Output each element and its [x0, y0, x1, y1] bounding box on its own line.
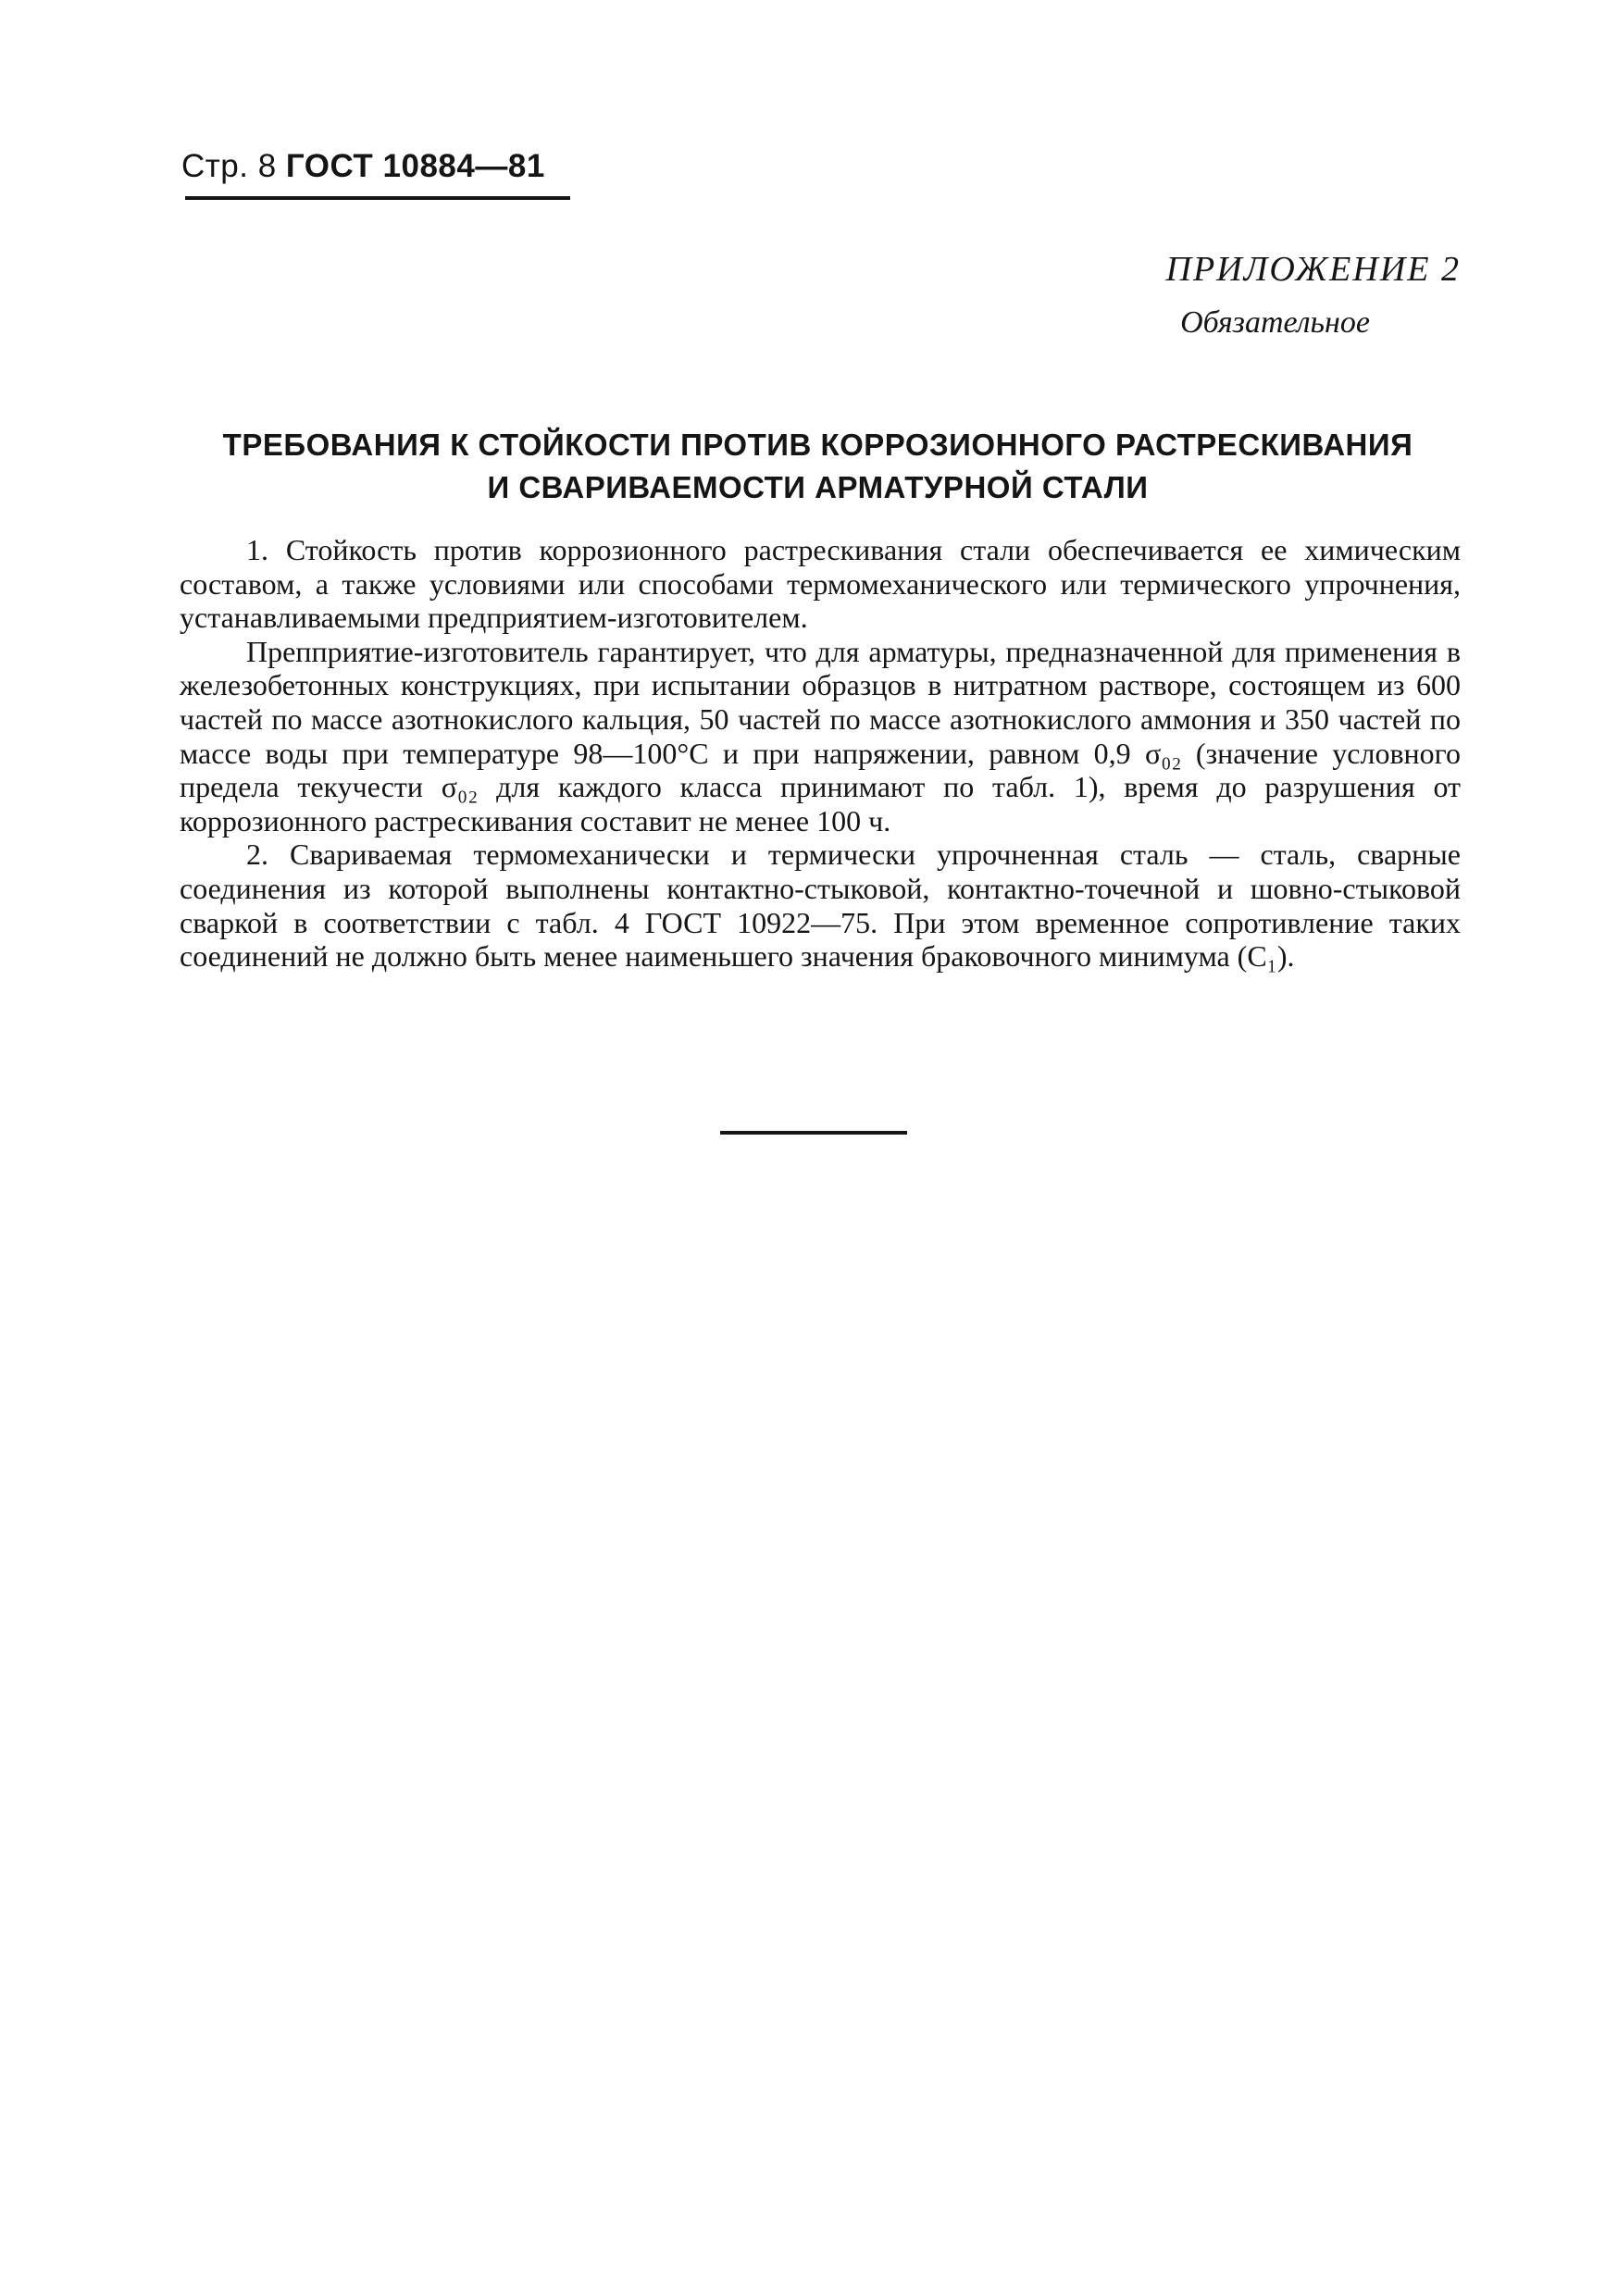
appendix-status: Обязательное — [1180, 305, 1370, 340]
document-title — [181, 424, 1454, 509]
appendix-block — [1166, 248, 1461, 344]
page-number: Стр. 8 — [181, 148, 277, 184]
paragraph-1: 1. Стойкость против коррозионного растрескивания стали обеспечивается ее химическим составом, а также условиями или способами термомеханического или термического упрочнения, устанавливаемыми предприятием-изготовителем. — [180, 533, 1461, 635]
page-header — [181, 148, 545, 185]
body-text — [180, 533, 1461, 974]
paragraph-3: 2. Свариваемая термомеханически и термически упрочненная сталь — сталь, сварные соединения из которой выполнены контактно-стыковой, контактно-точечной и шовно-стыковой сваркой в соответствии с табл. 4 ГОСТ 10922—75. При этом временное сопротивление таких соединений не должно быть менее наименьшего значения браковочного минимума (C₁). — [180, 838, 1461, 974]
paragraph-2: Препприятие-изготовитель гарантирует, что для арматуры, предназначенной для применения в железобетонных конструкциях, при испытании образцов в нитратном растворе, состоящем из 600 частей по массе азотнокислого кальция, 50 частей по массе азотнокислого аммония и 350 частей по массе воды при температуре 98—100°С и при напряжении, равном 0,9 σ₀₂ (значение условного предела текучести σ₀₂ для каждого класса принимают по табл. 1), время до разрушения от коррозионного растрескивания составит не менее 100 ч. — [180, 634, 1461, 838]
standard-number: ГОСТ 10884—81 — [285, 148, 545, 184]
appendix-title: ПРИЛОЖЕНИЕ 2 — [1165, 250, 1461, 289]
header-rule — [185, 196, 570, 200]
document-title-line-1: ТРЕБОВАНИЯ К СТОЙКОСТИ ПРОТИВ КОРРОЗИОННОГО РАСТРЕСКИВАНИЯ — [222, 428, 1413, 462]
end-rule — [720, 1131, 907, 1135]
document-title-line-2: И СВАРИВАЕМОСТИ АРМАТУРНОЙ СТАЛИ — [487, 470, 1149, 504]
